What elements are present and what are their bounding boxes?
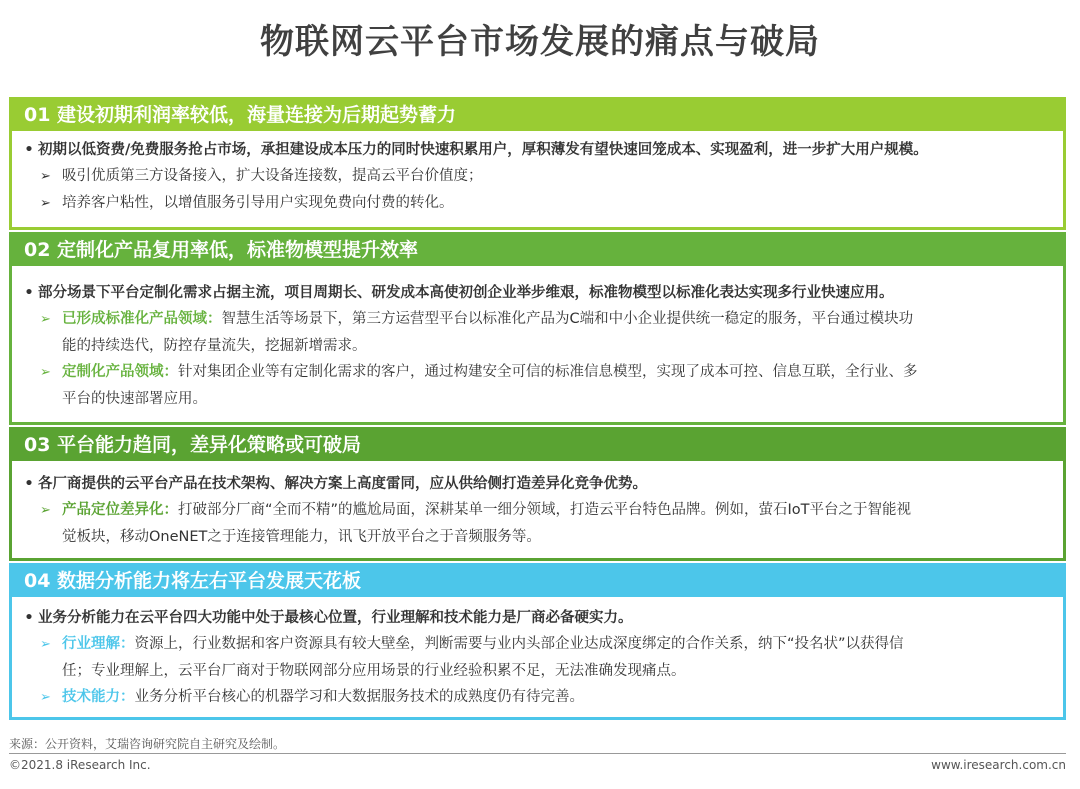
section-4 bbox=[9, 563, 1066, 720]
section-2-sub-2: ➢ 定制化产品领域：针对集团企业等有定制化需求的客户，通过构建安全可信的标准信息模型，实现了成本可控、信息互联，全行业、多 bbox=[20, 359, 1055, 386]
arrow-icon: ➢ bbox=[40, 503, 51, 518]
bullet-icon: • bbox=[24, 610, 34, 626]
section-4-sub-1-key: 行业理解： bbox=[62, 636, 135, 652]
section-2 bbox=[9, 232, 1066, 425]
arrow-icon: ➢ bbox=[40, 312, 51, 327]
arrow-icon: ➢ bbox=[40, 690, 51, 705]
section-4-sub-1: ➢ 行业理解：资源上，行业数据和客户资源具有较大壁垒，判断需要与业内头部企业达成深度绑定的合作关系，纳下“投名状”以获得信 bbox=[20, 631, 1055, 658]
page-title: 物联网云平台市场发展的痛点与破局 bbox=[260, 22, 820, 62]
section-1-sub-1: ➢ 吸引优质第三方设备接入，扩大设备连接数，提高云平台价值度； bbox=[20, 163, 1055, 190]
section-2-sub-1-cont: 能的持续迭代，防控存量流失，挖掘新增需求。 bbox=[62, 338, 367, 354]
section-4-sub-2-key: 技术能力： bbox=[62, 689, 135, 705]
section-3-bullet: • 各厂商提供的云平台产品在技术架构、解决方案上高度雷同，应从供给侧打造差异化竞争优势。 bbox=[20, 471, 1055, 497]
section-2-sub-1-key: 已形成标准化产品领域： bbox=[62, 311, 222, 327]
section-4-sub-2: ➢ 技术能力：业务分析平台核心的机器学习和大数据服务技术的成熟度仍有待完善。 bbox=[20, 684, 1055, 711]
section-1 bbox=[9, 97, 1066, 230]
section-4-sub-1-cont: 任；专业理解上，云平台厂商对于物联网部分应用场景的行业经验积累不足，无法准确发现痛点。 bbox=[62, 663, 686, 679]
section-2-sub-2-key: 定制化产品领域： bbox=[62, 364, 178, 380]
section-2-sub-1: ➢ 已形成标准化产品领域：智慧生活等场景下，第三方运营型平台以标准化产品为C端和中小企业提供统一稳定的服务，平台通过模块功 bbox=[20, 306, 1055, 333]
footer-divider bbox=[9, 753, 1066, 754]
section-3-heading: 03 平台能力趋同，差异化策略或可破局 bbox=[12, 430, 1063, 461]
source-note: 来源：公开资料，艾瑞咨询研究院自主研究及绘制。 bbox=[9, 737, 286, 751]
section-3-sub-1: ➢ 产品定位差异化：打破部分厂商“全而不精”的尴尬局面，深耕某单一细分领域，打造云平台特色品牌。例如，萤石IoT平台之于智能视 bbox=[20, 497, 1055, 524]
arrow-icon: ➢ bbox=[40, 169, 51, 184]
section-1-bullet: • 初期以低资费/免费服务抢占市场，承担建设成本压力的同时快速积累用户，厚积薄发有望快速回笼成本、实现盈利，进一步扩大用户规模。 bbox=[20, 137, 1055, 163]
bullet-icon: • bbox=[24, 142, 34, 158]
bullet-icon: • bbox=[24, 285, 34, 301]
bullet-icon: • bbox=[24, 476, 34, 492]
arrow-icon: ➢ bbox=[40, 196, 51, 211]
copyright: ©2021.8 iResearch Inc. bbox=[9, 758, 151, 772]
arrow-icon: ➢ bbox=[40, 365, 51, 380]
arrow-icon: ➢ bbox=[40, 637, 51, 652]
section-1-sub-2: ➢ 培养客户粘性，以增值服务引导用户实现免费向付费的转化。 bbox=[20, 190, 1055, 217]
section-3 bbox=[9, 427, 1066, 561]
section-3-sub-1-cont: 觉板块，移动OneNET之于连接管理能力，讯飞开放平台之于音频服务等。 bbox=[62, 529, 541, 545]
section-2-heading: 02 定制化产品复用率低，标准物模型提升效率 bbox=[12, 235, 1063, 266]
website-link[interactable]: www.iresearch.com.cn bbox=[931, 758, 1066, 772]
section-4-bullet: • 业务分析能力在云平台四大功能中处于最核心位置，行业理解和技术能力是厂商必备硬实力。 bbox=[20, 605, 1055, 631]
section-4-heading: 04 数据分析能力将左右平台发展天花板 bbox=[12, 566, 1063, 597]
section-3-sub-1-key: 产品定位差异化： bbox=[62, 502, 178, 518]
section-2-sub-2-cont: 平台的快速部署应用。 bbox=[62, 391, 207, 407]
section-1-heading: 01 建设初期利润率较低，海量连接为后期起势蓄力 bbox=[12, 100, 1063, 131]
section-2-bullet: • 部分场景下平台定制化需求占据主流，项目周期长、研发成本高使初创企业举步维艰，标准物模型以标准化表达实现多行业快速应用。 bbox=[20, 280, 1055, 306]
